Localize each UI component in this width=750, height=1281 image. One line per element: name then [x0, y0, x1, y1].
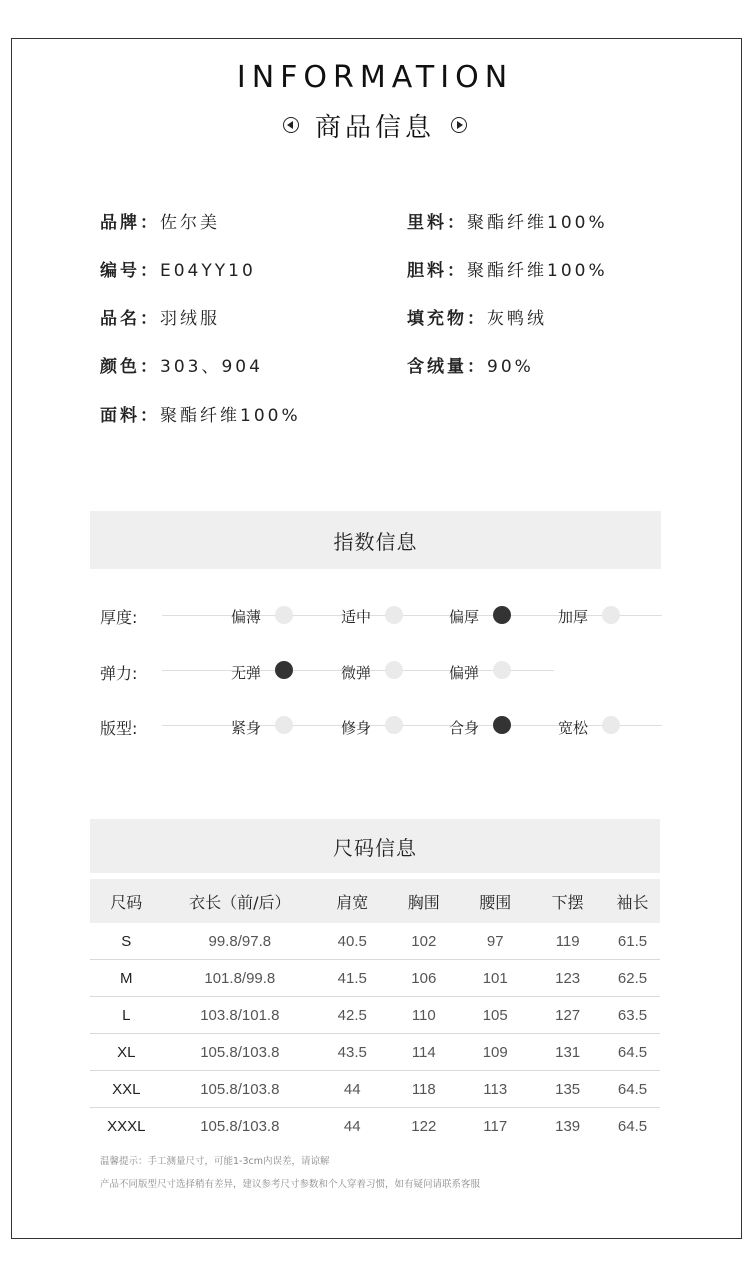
size-header-chest: 胸围 — [387, 879, 460, 923]
table-cell: 105.8/103.8 — [163, 1071, 318, 1108]
table-cell: 135 — [530, 1071, 605, 1108]
table-cell: 117 — [483, 1117, 508, 1135]
table-cell: 44 — [343, 1117, 361, 1135]
fit-dot-3-selected — [493, 716, 511, 734]
thickness-option-3: 偏厚 — [449, 608, 480, 626]
table-cell: 40.5 — [317, 923, 387, 960]
index-section-header: 指数信息 — [90, 511, 661, 569]
table-cell: 102 — [387, 923, 460, 960]
table-cell: 62.5 — [605, 960, 660, 997]
title-chinese-row — [0, 108, 750, 142]
fit-option-1: 紧身 — [231, 719, 262, 737]
size-header-length: 衣长（前/后） — [163, 879, 318, 923]
info-lining: 里料：聚酯纤维100% — [407, 213, 608, 233]
info-brand: 品牌：佐尔美 — [100, 213, 220, 233]
table-cell: 97 — [460, 923, 530, 960]
table-cell: 101 — [460, 960, 530, 997]
table-cell: 113 — [460, 1071, 530, 1108]
table-cell: 61.5 — [605, 923, 660, 960]
table-cell: 64.5 — [605, 1071, 660, 1108]
size-header-sleeve: 袖长 — [605, 879, 660, 923]
table-cell: 105.8/103.8 — [200, 1117, 280, 1135]
fit-option-4: 宽松 — [558, 719, 589, 737]
index-label-fit: 版型: — [100, 719, 138, 738]
table-cell: 123 — [530, 960, 605, 997]
table-cell: 42.5 — [317, 997, 387, 1034]
size-section-header: 尺码信息 — [90, 819, 660, 873]
thickness-dot-4 — [602, 606, 620, 624]
table-row — [90, 960, 660, 997]
fit-dot-2 — [385, 716, 403, 734]
index-label-thickness: 厚度: — [100, 608, 138, 627]
thickness-dot-3-selected — [493, 606, 511, 624]
table-cell: 63.5 — [605, 997, 660, 1034]
table-cell: 105.8/103.8 — [163, 1034, 318, 1071]
thickness-dot-2 — [385, 606, 403, 624]
thickness-option-2: 适中 — [341, 608, 372, 626]
info-filling: 填充物：灰鸭绒 — [407, 309, 547, 329]
arrow-left-icon — [283, 117, 299, 133]
arrow-right-icon — [451, 117, 467, 133]
elasticity-option-1: 无弹 — [231, 664, 262, 682]
table-cell: 43.5 — [317, 1034, 387, 1071]
size-header-hem: 下摆 — [530, 879, 605, 923]
fit-dot-4 — [602, 716, 620, 734]
size-header-shoulder: 肩宽 — [317, 879, 387, 923]
thickness-option-4: 加厚 — [558, 608, 589, 626]
thickness-dot-1 — [275, 606, 293, 624]
table-cell: 109 — [460, 1034, 530, 1071]
table-cell: 139 — [555, 1117, 581, 1135]
info-fabric: 面料：聚酯纤维100% — [100, 406, 301, 426]
table-cell: 64.5 — [605, 1034, 660, 1071]
elasticity-dot-2 — [385, 661, 403, 679]
table-cell: L — [90, 997, 163, 1034]
table-cell: M — [90, 960, 163, 997]
table-row — [90, 1108, 660, 1145]
info-name: 品名：羽绒服 — [100, 309, 220, 329]
info-code: 编号：E04YY10 — [100, 261, 256, 281]
table-cell: 106 — [387, 960, 460, 997]
info-liner: 胆料：聚酯纤维100% — [407, 261, 608, 281]
table-cell: 131 — [530, 1034, 605, 1071]
table-cell: S — [90, 923, 163, 960]
table-cell: XXXL — [107, 1117, 146, 1135]
size-table — [90, 879, 660, 1144]
size-header-waist: 腰围 — [460, 879, 530, 923]
table-cell: 127 — [530, 997, 605, 1034]
fit-option-3: 合身 — [449, 719, 480, 737]
info-color: 颜色：303、904 — [100, 357, 263, 377]
table-cell: 101.8/99.8 — [163, 960, 318, 997]
title-english: INFORMATION — [236, 60, 514, 95]
note-size-advice: 产品不同版型尺寸选择稍有差异，建议参考尺寸参数和个人穿着习惯，如有疑问请联系客服 — [100, 1179, 481, 1190]
info-down-content: 含绒量：90% — [407, 357, 534, 377]
table-row — [90, 1071, 660, 1108]
elasticity-dot-1-selected — [275, 661, 293, 679]
elasticity-option-2: 微弹 — [341, 664, 372, 682]
elasticity-dot-3 — [493, 661, 511, 679]
table-cell: XXL — [90, 1071, 163, 1108]
size-header-size: 尺码 — [90, 879, 163, 923]
table-cell: XL — [90, 1034, 163, 1071]
table-cell: 114 — [387, 1034, 460, 1071]
table-row — [90, 997, 660, 1034]
table-cell: 41.5 — [317, 960, 387, 997]
table-cell: 103.8/101.8 — [163, 997, 318, 1034]
elasticity-option-3: 偏弹 — [449, 664, 480, 682]
thickness-option-1: 偏薄 — [231, 608, 262, 626]
table-row — [90, 923, 660, 960]
table-cell: 44 — [317, 1071, 387, 1108]
title-chinese: 商品信息 — [314, 112, 435, 143]
note-measurement: 温馨提示：手工测量尺寸，可能1-3cm内误差，请谅解 — [100, 1156, 330, 1167]
size-table-header-row — [90, 879, 660, 923]
table-cell: 110 — [387, 997, 460, 1034]
table-cell: 122 — [411, 1117, 437, 1135]
table-cell: 105 — [460, 997, 530, 1034]
fit-dot-1 — [275, 716, 293, 734]
table-cell: 119 — [530, 923, 605, 960]
fit-option-2: 修身 — [341, 719, 372, 737]
table-row — [90, 1034, 660, 1071]
index-label-elasticity: 弹力: — [100, 664, 138, 683]
table-cell: 64.5 — [617, 1117, 648, 1135]
table-cell: 99.8/97.8 — [163, 923, 318, 960]
table-cell: 118 — [387, 1071, 460, 1108]
